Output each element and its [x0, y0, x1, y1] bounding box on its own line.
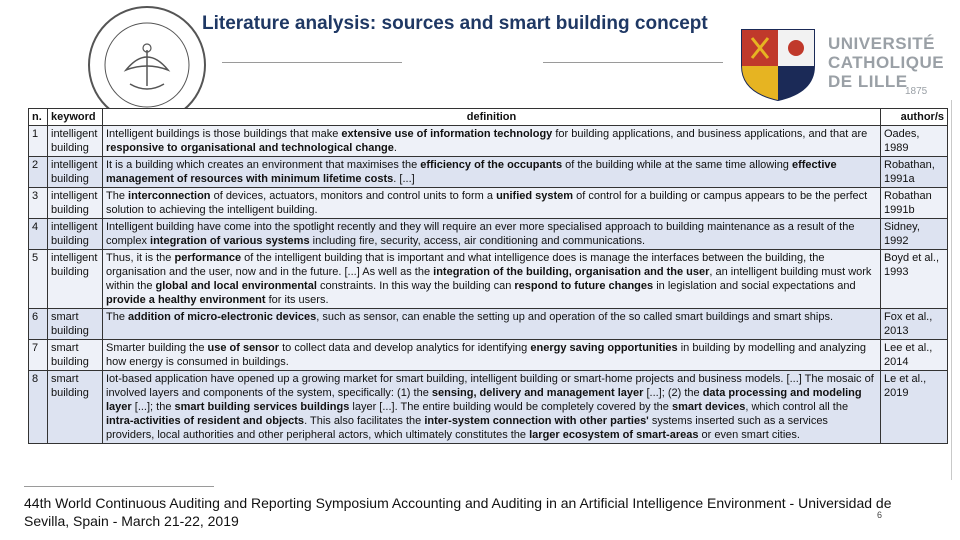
definition-emphasis: integration of the building, organisation and the user	[433, 266, 710, 278]
page-number: 6	[877, 510, 883, 520]
definition-text: including fire, security, access, air conditioning and communications.	[309, 235, 646, 247]
cell-definition	[103, 126, 881, 157]
definition-emphasis: energy saving opportunities	[530, 342, 678, 354]
definition-text: layer [...]. The entire building would be completely covered by the	[349, 401, 672, 413]
definition-text: It is a building which creates an environment that maximises the	[106, 159, 421, 171]
definition-text: of control for a building or campus appears to be the perfect solution to achieving the intelligent building.	[106, 190, 868, 216]
cell-n: 2	[29, 157, 48, 188]
cell-n: 6	[29, 309, 48, 340]
table-row	[29, 340, 948, 371]
university-shield-icon	[738, 26, 818, 102]
footer-conference-text: 44th World Continuous Auditing and Reporting Symposium Accounting and Auditing in an Artificial Intelligence Environment - Universidad de Sevilla, Spain - March 21-22, 2019	[24, 495, 892, 529]
definition-text: constraints. In this way the building can	[316, 280, 515, 292]
cell-authors: Oades, 1989	[881, 126, 948, 157]
definition-emphasis: performance	[174, 252, 242, 264]
definition-emphasis: addition of micro-electronic devices	[128, 311, 317, 323]
table-row	[29, 371, 948, 444]
definition-text: in legislation and social expectations and	[653, 280, 856, 292]
cell-definition	[103, 250, 881, 309]
definition-text: [...]; (2) the	[643, 387, 703, 399]
cell-n: 4	[29, 219, 48, 250]
definition-text: The	[106, 311, 129, 323]
definition-text: for its users.	[265, 294, 329, 306]
cell-keyword: smart building	[48, 309, 103, 340]
definition-text: in building by modelling and analyzing how energy is consumed in buildings.	[106, 342, 867, 368]
definition-emphasis: inter-system connection with other parties'	[424, 415, 649, 427]
cell-keyword: smart building	[48, 340, 103, 371]
cell-definition	[103, 371, 881, 444]
cell-definition	[103, 219, 881, 250]
university-name-line1: UNIVERSITÉ	[828, 34, 936, 53]
cell-definition	[103, 188, 881, 219]
cell-keyword: intelligent building	[48, 250, 103, 309]
cell-authors: Fox et al., 2013	[881, 309, 948, 340]
definition-text: The	[106, 190, 129, 202]
cell-keyword: intelligent building	[48, 126, 103, 157]
university-founding-year: 1875	[905, 86, 928, 97]
definition-text: . [...]	[393, 173, 415, 185]
definition-emphasis: larger ecosystem of smart-areas	[529, 429, 699, 441]
cell-n: 8	[29, 371, 48, 444]
definition-emphasis: integration of various systems	[150, 235, 310, 247]
definition-emphasis: responsive to organisational and technological change	[106, 142, 394, 154]
university-name-line2: CATHOLIQUE	[828, 53, 945, 72]
definition-text: of the intelligent building that is important and what intelligence does is manage the interfaces between the building, the organisation and the user, now and in the future. [...] As well as the	[106, 252, 825, 278]
cell-authors: Robathan, 1991a	[881, 157, 948, 188]
cell-keyword: smart building	[48, 371, 103, 444]
definition-text: for building applications, and business applications, and that are	[552, 128, 868, 140]
table-row	[29, 219, 948, 250]
cell-n: 5	[29, 250, 48, 309]
cell-definition	[103, 309, 881, 340]
definition-emphasis: data processing and modeling layer	[106, 387, 862, 413]
definition-text: Iot-based application have opened up a growing market for smart building, intelligent building or smart-home projects and business models. [...] The mosaic of involved layers and components of the system, specifically: (1) the	[106, 373, 874, 399]
right-side-divider	[951, 100, 952, 480]
cell-definition	[103, 157, 881, 188]
definition-emphasis: provide a healthy environment	[106, 294, 266, 306]
cell-n: 1	[29, 126, 48, 157]
definition-text: Intelligent buildings is those buildings that make	[106, 128, 342, 140]
definition-text: Thus, it is the	[106, 252, 175, 264]
cell-n: 3	[29, 188, 48, 219]
table-row	[29, 157, 948, 188]
definition-text: to collect data and develop analytics for identifying	[279, 342, 531, 354]
definition-text: .	[393, 142, 397, 154]
definition-text: , such as sensor, can enable the setting up and operation of the so called smart buildings and smart ships.	[316, 311, 833, 323]
university-name-line3: DE LILLE	[828, 72, 908, 91]
definition-emphasis: intra-activities of resident and objects	[106, 415, 305, 427]
definition-text: [...]; the	[131, 401, 175, 413]
cell-authors: Robathan 1991b	[881, 188, 948, 219]
title-underline-left	[222, 62, 402, 63]
literature-table	[28, 108, 948, 444]
definition-emphasis: extensive use of information technology	[341, 128, 553, 140]
table-row	[29, 250, 948, 309]
table-header-row	[29, 109, 948, 126]
definition-text: Smarter building the	[106, 342, 208, 354]
definition-text: or even smart cities.	[698, 429, 800, 441]
definition-emphasis: global and local environmental	[155, 280, 317, 292]
definition-emphasis: use of sensor	[207, 342, 280, 354]
footer-divider	[24, 486, 214, 487]
definition-emphasis: sensing, delivery and management layer	[431, 387, 644, 399]
definition-emphasis: efficiency of the occupants	[420, 159, 563, 171]
header-n: n.	[29, 109, 48, 126]
cell-definition	[103, 340, 881, 371]
definition-text: , an intelligent building must work within the	[106, 266, 872, 292]
title-underline-right	[543, 62, 723, 63]
definition-emphasis: smart building services buildings	[174, 401, 350, 413]
definition-text: Intelligent building have come into the spotlight recently and they will require an ever more specialised approach to building maintenance as a result of the complex	[106, 221, 855, 247]
definition-text: of the building while at the same time allowing	[562, 159, 792, 171]
university-name-logo	[828, 34, 944, 91]
definition-emphasis: unified system	[496, 190, 574, 202]
cell-authors: Lee et al., 2014	[881, 340, 948, 371]
table-row	[29, 126, 948, 157]
cell-authors: Le et al., 2019	[881, 371, 948, 444]
cell-n: 7	[29, 340, 48, 371]
definition-emphasis: effective management of resources with minimum lifetime costs	[106, 159, 837, 185]
definition-emphasis: respond to future changes	[514, 280, 654, 292]
cell-authors: Sidney, 1992	[881, 219, 948, 250]
definition-emphasis: smart devices	[671, 401, 746, 413]
cell-keyword: intelligent building	[48, 188, 103, 219]
definition-text: . This also facilitates the	[304, 415, 425, 427]
definition-text: , which control all the	[745, 401, 849, 413]
definition-text: of devices, actuators, monitors and control units to form a	[210, 190, 497, 202]
cell-keyword: intelligent building	[48, 157, 103, 188]
table-row	[29, 188, 948, 219]
page-title: Literature analysis: sources and smart building concept	[202, 13, 708, 34]
cell-keyword: intelligent building	[48, 219, 103, 250]
table-row	[29, 309, 948, 340]
header-definition: definition	[103, 109, 881, 126]
definition-emphasis: interconnection	[128, 190, 211, 202]
header-authors: author/s	[881, 109, 948, 126]
header-keyword: keyword	[48, 109, 103, 126]
definition-text: systems inserted such as a services providers, local authorities and other peripheral actors, which ultimately constitutes the	[106, 415, 828, 441]
cell-authors: Boyd et al., 1993	[881, 250, 948, 309]
